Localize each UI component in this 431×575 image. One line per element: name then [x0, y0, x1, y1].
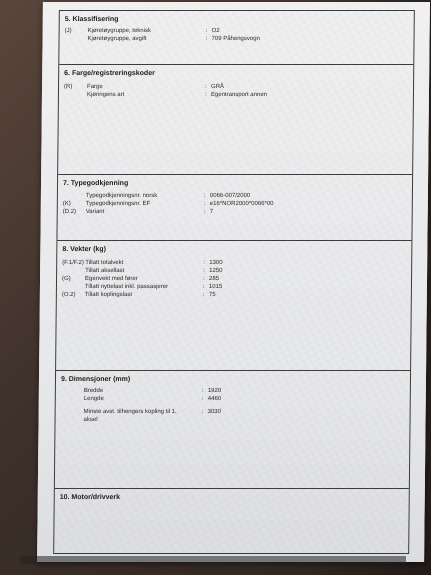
section-vekter	[56, 241, 411, 371]
field-label: aksel	[83, 417, 98, 423]
field-value: 709 Påhengsvogn	[211, 36, 260, 42]
field-value: 3030	[207, 409, 222, 415]
field-value: 1300	[209, 260, 223, 266]
section-farge-registreringskoder	[58, 65, 413, 175]
field-label: Tillatt nyttelast inkl. passasjerer	[84, 284, 169, 290]
field-label: Variant	[85, 209, 105, 215]
field-label: Tillatt totalvekt	[85, 260, 124, 266]
field-value: 285	[209, 276, 220, 282]
field-label: Farge	[87, 84, 103, 90]
field-code: (R)	[64, 84, 73, 90]
field-code: (J)	[64, 28, 72, 34]
field-colon: :	[203, 260, 205, 266]
field-value: 7	[209, 209, 214, 215]
field-row	[56, 416, 410, 424]
field-row	[56, 395, 410, 403]
field-value: 75	[208, 292, 216, 298]
field-value: 1250	[209, 268, 223, 274]
field-colon: :	[203, 209, 206, 215]
field-row	[58, 192, 412, 200]
document-binding-edge	[20, 556, 406, 564]
field-colon: :	[204, 92, 207, 98]
field-colon: :	[202, 284, 205, 290]
field-colon: :	[205, 84, 207, 90]
field-row	[58, 200, 412, 208]
field-value: O2	[211, 28, 220, 34]
field-row	[59, 91, 413, 99]
section-title: 10. Motor/drivverk	[59, 494, 121, 501]
section-title: 8. Vekter (kg)	[62, 246, 106, 253]
field-colon: :	[201, 409, 204, 415]
section-motor-drivverk	[54, 489, 409, 555]
field-row	[57, 267, 411, 275]
field-label: Egenvekt med fører	[85, 276, 138, 282]
field-value: 0066-007/2000	[209, 193, 251, 199]
section-title: 5. Klassifisering	[64, 16, 119, 23]
field-code: (O.2)	[61, 292, 76, 298]
field-code: (F.1/F.2)	[62, 260, 84, 266]
field-row	[57, 259, 411, 267]
section-title: 9. Dimensjoner (mm)	[60, 376, 131, 383]
field-row	[56, 387, 410, 395]
field-row	[58, 208, 412, 216]
field-value: 4460	[207, 396, 222, 402]
field-row	[56, 408, 410, 416]
section-title: 6. Farge/registreringskoder	[64, 70, 155, 77]
field-row	[57, 275, 411, 283]
field-row	[60, 35, 414, 43]
form-frame	[53, 10, 415, 554]
field-value: GRÅ	[211, 84, 225, 90]
field-value: 1920	[207, 388, 222, 394]
section-dimensjoner	[55, 371, 410, 489]
field-colon: :	[203, 193, 206, 199]
field-row	[57, 283, 411, 291]
field-label: Typegodkjenningsnr. norsk	[85, 193, 158, 199]
section-klassifisering	[59, 11, 414, 65]
field-label: Kjøretøygruppe, avgift	[87, 36, 147, 42]
section-typegodkjenning	[57, 175, 412, 241]
field-label: Tillatt aksellast	[85, 268, 125, 274]
field-colon: :	[201, 396, 204, 402]
field-value: e16*NOR2000*0066*00	[209, 201, 274, 207]
field-code: (G)	[62, 276, 71, 282]
field-label: Lengde	[83, 396, 104, 402]
field-colon: :	[202, 292, 205, 298]
field-row	[59, 83, 413, 91]
field-label: Bredde	[83, 388, 104, 394]
field-colon: :	[205, 28, 208, 34]
field-value: Egentransport annen	[210, 92, 268, 98]
field-colon: :	[203, 201, 206, 207]
field-code: (K)	[62, 201, 71, 207]
field-label: Kjøringens art	[86, 92, 125, 98]
section-title: 7. Typegodkjenning	[62, 180, 129, 187]
registration-document	[37, 2, 430, 562]
field-label: Kjøretøygruppe, teknisk	[87, 28, 152, 34]
field-value: 1015	[208, 284, 223, 290]
field-label: Minste avst. tilhengers kopling til 1.	[83, 409, 177, 415]
field-colon: :	[203, 276, 205, 282]
field-label: Typegodkjenningsnr. EF	[85, 201, 151, 207]
field-row	[57, 291, 411, 299]
field-colon: :	[203, 268, 205, 274]
field-row	[60, 27, 414, 35]
field-colon: :	[201, 388, 204, 394]
field-code: (D.2)	[62, 209, 77, 215]
field-colon: :	[205, 36, 208, 42]
field-label: Tillatt koplingslast	[84, 292, 133, 298]
